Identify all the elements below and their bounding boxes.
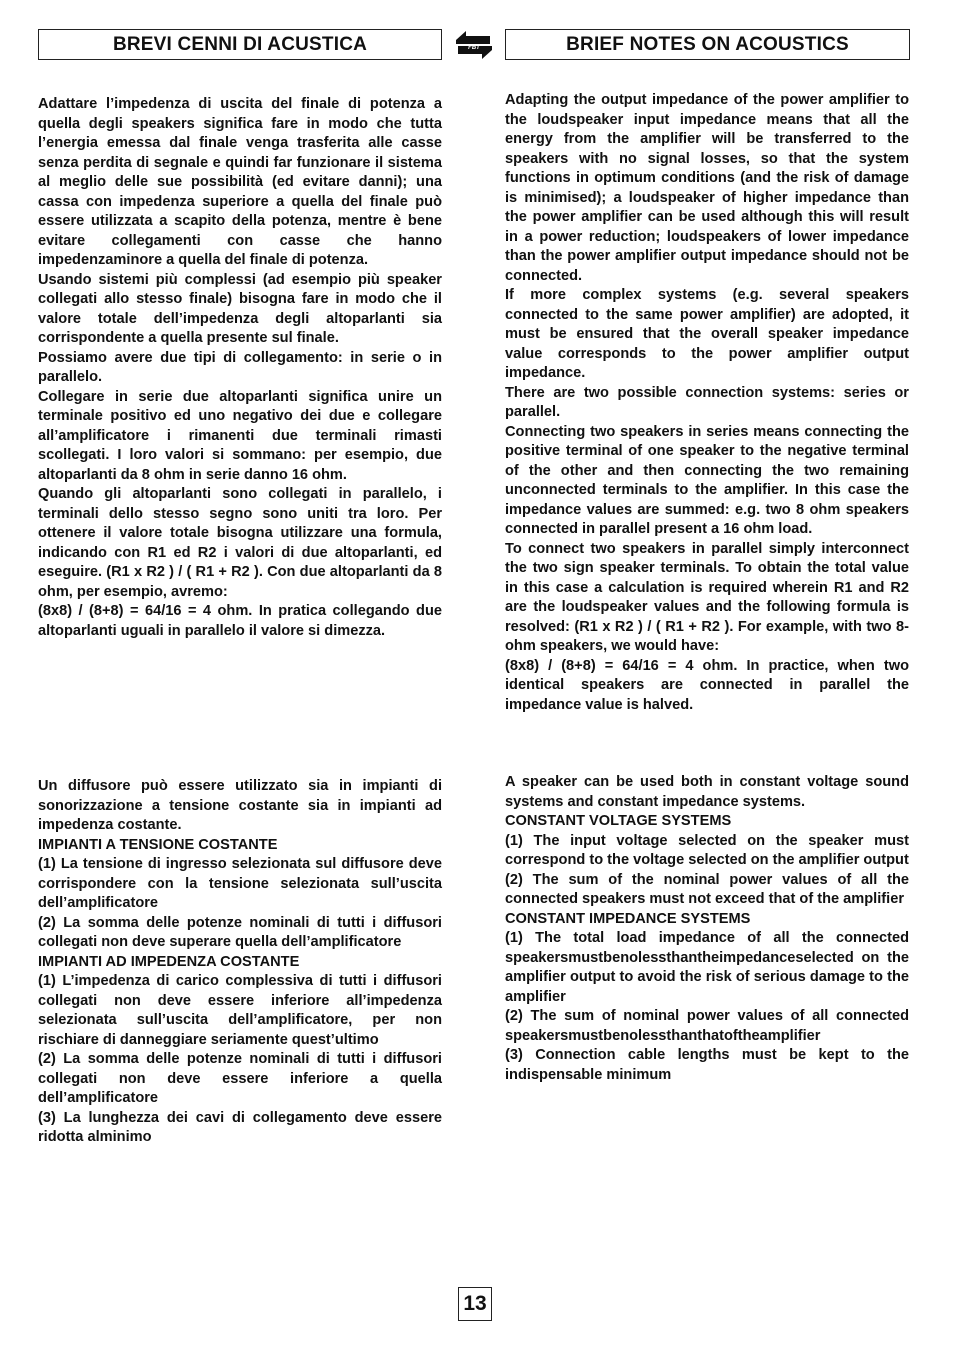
paragraph: If more complex systems (e.g. several speakers connected to the same power amplifier) are adopted, it must be ensured that the overall speaker impedance value corresponds to the power amplifier output impedance. [505,287,909,381]
paragraph: Connecting two speakers in series means connecting the positive terminal of one speaker to the negative terminal of the other and then connecting the two remaining unconnected terminals to the amplifier. In this case the impedance values are summed: e.g. two 8 ohm speakers connected in parallel present a 16 ohm load. [505,423,909,537]
paragraph: (8x8) / (8+8) = 64/16 = 4 ohm. In pratica collegando due altoparlanti uguali in parallelo il valore si dimezza. [38,603,442,639]
italian-impedance-section [38,95,442,641]
paragraph: (2) La somma delle potenze nominali di tutti i diffusori collegati non deve superare quella dell’amplificatore [38,914,442,950]
paragraph: (3) La lunghezza dei cavi di collegamento deve essere ridotta alminimo [38,1109,442,1145]
paragraph: Collegare in serie due altoparlanti significa unire un terminale positivo ed uno negativo dei due e collegare all’amplificatore i rimanenti due terminali rimasti scollegati. I loro valori si sommano: per esempio, due altoparlanti da 8 ohm in serie danno 16 ohm. [38,388,442,483]
english-systems-section [505,773,909,1085]
paragraph: There are two possible connection systems: series or parallel. [505,384,909,420]
paragraph: Adapting the output impedance of the power amplifier to the loudspeaker input impedance means that all the energy from the amplifier will be transferred to the speakers with no signal losses, so that the system functions in optimum conditions (and the risk of damage is minimised); a loudspeaker of higher impedance than the power amplifier can be used although this will result in a power reduction; loudspeakers of lower impedance than the power amplifier output impedance should not be connected. [505,92,909,284]
subheading: CONSTANT VOLTAGE SYSTEMS [505,813,732,829]
paragraph: Usando sistemi più complessi (ad esempio più speaker collegati allo stesso finale) bisogna fare in modo che il valore totale dell’impedenza degli altoparlanti sia corrispondente a quella presente sul finale. [38,271,442,346]
italian-systems-section [38,777,442,1148]
subheading: IMPIANTI AD IMPEDENZA COSTANTE [38,953,300,970]
subheading: IMPIANTI A TENSIONE COSTANTE [38,836,278,853]
paragraph: A speaker can be used both in constant voltage sound systems and constant impedance systems. [505,774,909,810]
paragraph: (2) The sum of the nominal power values of all the connected speakers must not exceed that of the amplifier [505,871,909,907]
subheading: CONSTANT IMPEDANCE SYSTEMS [505,910,751,927]
logo-text: FBT [468,45,480,51]
paragraph: (3) Connection cable lengths must be kept to the indispensable minimum [505,1047,909,1083]
paragraph: (1) La tensione di ingresso selezionata sul diffusore deve corrispondere con la tensione selezionata sull’uscita dell’amplificatore [38,856,442,911]
paragraph: Un diffusore può essere utilizzato sia in impianti di sonorizzazione a tensione costante sia in impianti ad impedenza costante. [38,778,442,833]
fbt-logo-arrows-icon [452,26,496,64]
paragraph: Quando gli altoparlanti sono collegati in parallelo, i terminali dello stesso segno sono uniti tra loro. Per ottenere il valore totale bisogna utilizzare una formula, indicando con R1 ed R2 i valori di due altoparlanti, ed eseguire. (R1 x R2 ) / ( R1 + R2 ). Con due altoparlanti da 8 ohm, per esempio, avremo: [38,486,442,600]
english-impedance-section [505,91,909,715]
paragraph: To connect two speakers in parallel simply interconnect the two sign speaker terminals. To obtain the total value in this case a calculation is required wherein R1 and R2 are the loudspeaker values and the following formula is resolved: (R1 x R2 ) / ( R1 + R2 ). For example, with two 8-ohm speakers, we would have: [505,540,909,654]
page-number: 13 [458,1287,492,1321]
paragraph: (1) L’impedenza di carico complessiva di tutti i diffusori collegati non deve essere inferiore all’impedenza selezionata sull’uscita dell’amplificatore, per non rischiare di danneggiare seriamente quest’ultimo [38,973,442,1048]
paragraph: (8x8) / (8+8) = 64/16 = 4 ohm. In practice, when two identical speakers are connected in parallel the impedance value is halved. [505,657,909,713]
paragraph: (1) The input voltage selected on the speaker must correspond to the voltage selected on the amplifier output [505,832,909,868]
section-title-italian: BREVI CENNI DI ACUSTICA [38,29,442,60]
paragraph: Adattare l’impedenza di uscita del finale di potenza a quella degli speakers significa fare in modo che tutta l’energia emessa dal finale venga trasferita alle casse senza perdita di segnale e quindi far funzionare il sistema al meglio delle sue possibilità (ed evitare danni); una cassa con impedenza superiore a quella del finale può essere utilizzata a scapito della potenza, mentre è bene evitare collegamenti con casse che hanno impedenzaminore a quella del finale di potenza. [38,96,442,268]
paragraph: (1) The total load impedance of all the connected speakersmustbenolessthantheimpedanceselected on the amplifier output to avoid the risk of serious damage to the amplifier [505,930,909,1005]
paragraph: (2) The sum of nominal power values of all connected speakersmustbenolessthanthatoftheamplifier [505,1008,909,1044]
paragraph: (2) La somma delle potenze nominali di tutti i diffusori collegati non deve essere inferiore a quella dell’amplificatore [38,1051,442,1106]
section-title-english: BRIEF NOTES ON ACOUSTICS [505,29,910,60]
paragraph: Possiamo avere due tipi di collegamento: in serie o in parallelo. [38,349,442,385]
